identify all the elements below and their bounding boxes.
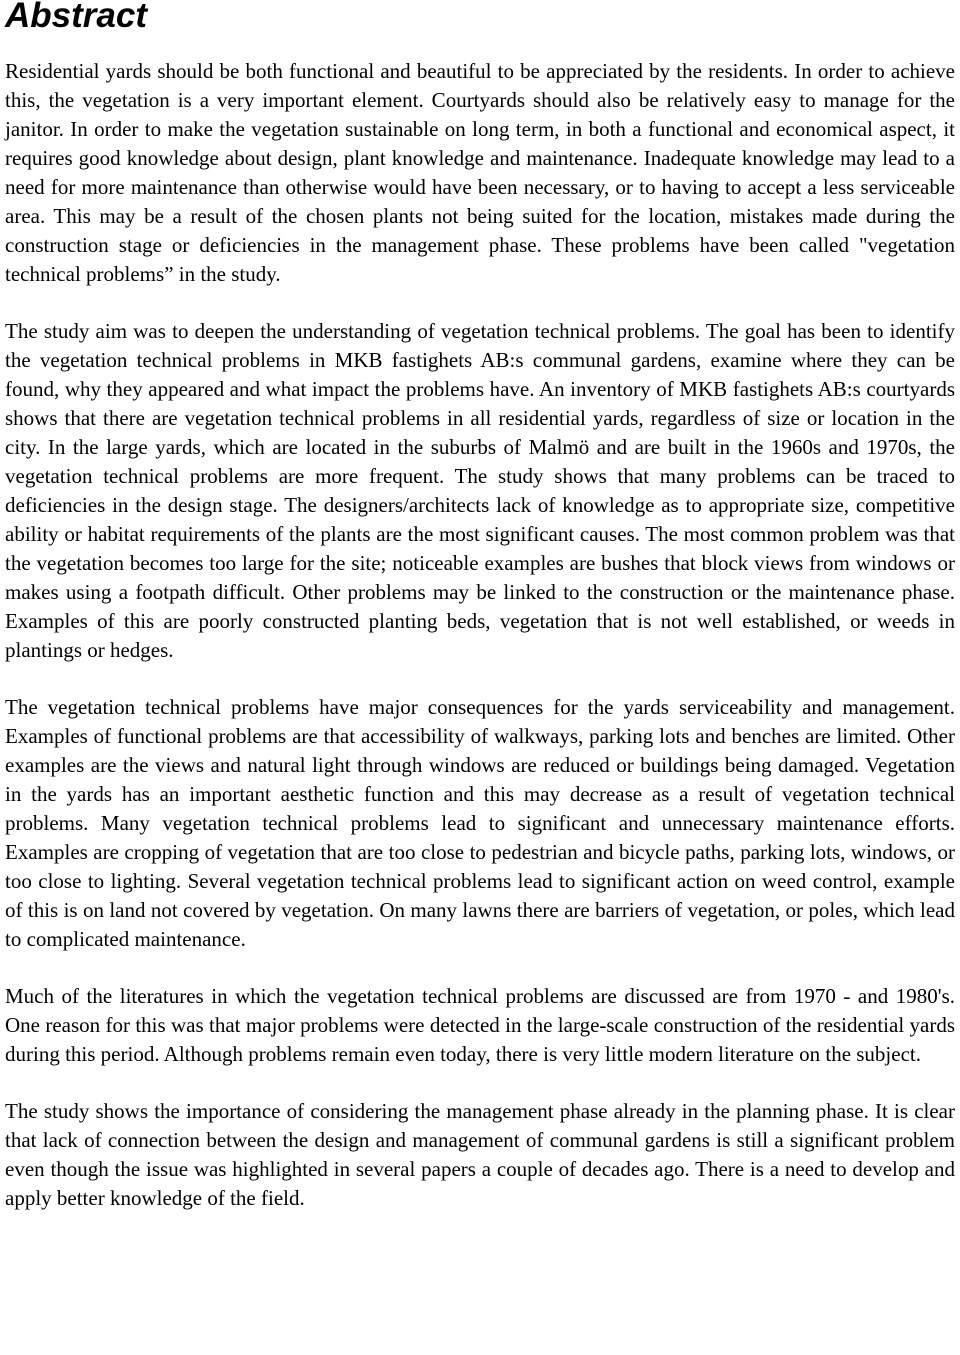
paragraph-study-aim: The study aim was to deepen the understanding of vegetation technical problems. The goal has been to identify the vegetation technical problems in MKB fastighets AB:s communal gardens, examine where they can be found, why they appeared and what impact the problems have. An inventory of MKB fastighets AB:s courtyards shows that there are vegetation technical problems in all residential yards, regardless of size or location in the city. In the large yards, which are located in the suburbs of Malmö and are built in the 1960s and 1970s, the vegetation technical problems are more frequent. The study shows that many problems can be traced to deficiencies in the design stage. The designers/architects lack of knowledge as to appropriate size, competitive ability or habitat requirements of the plants are the most significant causes. The most common problem was that the vegetation becomes too large for the site; noticeable examples are bushes that block views from windows or makes using a footpath difficult. Other problems may be linked to the construction or the maintenance phase. Examples of this are poorly constructed planting beds, vegetation that is not well established, or weeds in plantings or hedges.: [5, 319, 955, 662]
paragraph-consequences: The vegetation technical problems have major consequences for the yards serviceability and management. Examples of functional problems are that accessibility of walkways, parking lots and benches are limited. Other examples are the views and natural light through windows are reduced or buildings being damaged. Vegetation in the yards has an important aesthetic function and this may decrease as a result of vegetation technical problems. Many vegetation technical problems lead to significant and unnecessary maintenance efforts. Examples are cropping of vegetation that are too close to pedestrian and bicycle paths, parking lots, windows, or too close to lighting. Several vegetation technical problems lead to significant action on weed control, example of this is on land not covered by vegetation. On many lawns there are barriers of vegetation, or poles, which lead to complicated maintenance.: [5, 695, 955, 951]
paragraph-literature: Much of the literatures in which the vegetation technical problems are discussed are from 1970 - and 1980's. One reason for this was that major problems were detected in the large-scale construction of the residential yards during this period. Although problems remain even today, there is very little modern literature on the subject.: [5, 984, 955, 1066]
paragraph-intro: Residential yards should be both functional and beautiful to be appreciated by the residents. In order to achieve this, the vegetation is a very important element. Courtyards should also be relatively easy to manage for the janitor. In order to make the vegetation sustainable on long term, in both a functional and economical aspect, it requires good knowledge about design, plant knowledge and maintenance. Inadequate knowledge may lead to a need for more maintenance than otherwise would have been necessary, or to having to accept a less serviceable area. This may be a result of the chosen plants not being suited for the location, mistakes made during the construction stage or deficiencies in the management phase. These problems have been called "vegetation technical problems” in the study.: [5, 59, 955, 286]
abstract-heading: Abstract: [5, 0, 147, 35]
paragraph-conclusion: The study shows the importance of considering the management phase already in the planning phase. It is clear that lack of connection between the design and management of communal gardens is still a significant problem even though the issue was highlighted in several papers a couple of decades ago. There is a need to develop and apply better knowledge of the field.: [5, 1099, 955, 1210]
abstract-body: [5, 57, 955, 1213]
